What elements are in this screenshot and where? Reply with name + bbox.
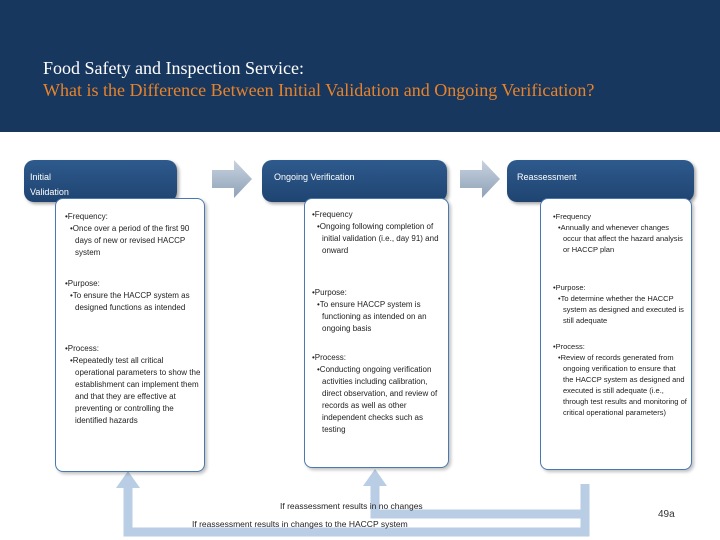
process-section [65,343,202,427]
process-text: •Conducting ongoing verification activities including calibration, direct observation, and review of records as well as other independent checks such as testing [317,365,438,434]
frequency-heading: •Frequency [312,210,353,219]
phase-reassessment [507,160,694,202]
frequency-text: •Annually and whenever changes occur that affect the hazard analysis or HACCP plan [558,223,683,254]
arrow-right-icon [460,160,500,198]
purpose-section [553,282,687,326]
page-number: 49a [658,509,675,520]
phase-label: Ongoing Verification [274,172,355,182]
process-heading: •Process: [553,342,585,351]
phase-initial-validation [24,160,177,202]
card-ongoing-verification [304,198,449,468]
loop-label-no-changes: If reassessment results in no changes [280,501,423,511]
frequency-section [553,211,687,255]
phase-label: Initial Validation [30,172,69,197]
loop-arrow-head-no-changes [363,469,387,486]
purpose-text: •To ensure the HACCP system as designed functions as intended [70,291,190,312]
purpose-section [65,278,195,314]
process-heading: •Process: [312,353,346,362]
card-initial-validation [55,198,205,472]
frequency-heading: •Frequency [553,212,592,221]
purpose-text: •To ensure HACCP system is functioning as intended on an ongoing basis [317,300,427,333]
purpose-heading: •Purpose: [553,283,586,292]
process-heading: •Process: [65,344,99,353]
phase-ongoing-verification [262,160,447,202]
process-section [553,341,687,418]
arrow-right-icon [212,160,252,198]
purpose-heading: •Purpose: [65,279,100,288]
purpose-heading: •Purpose: [312,288,347,297]
purpose-text: •To determine whether the HACCP system as designed and executed is still adequate [558,294,684,325]
phase-label: Reassessment [517,172,577,182]
process-section [312,352,446,436]
frequency-section [312,209,446,257]
loop-label-changes: If reassessment results in changes to the HACCP system [192,519,408,529]
card-reassessment [540,198,692,470]
page-subtitle: What is the Difference Between Initial Validation and Ongoing Verification? [43,80,595,100]
frequency-heading: •Frequency: [65,212,108,221]
process-text: •Repeatedly test all critical operational parameters to show the establishment can implement them and that they are effective at preventing or controlling the identified hazards [70,356,201,425]
frequency-text: •Ongoing following completion of initial validation (i.e., day 91) and onward [317,222,439,255]
process-text: •Review of records generated from ongoing verification to ensure that the HACCP system as designed and executed is still adequate (i.e., through test results and monitoring of critical operational parameters) [558,353,687,417]
loop-arrow-head-changes [116,471,140,488]
purpose-section [312,287,446,335]
frequency-text: •Once over a period of the first 90 days of new or revised HACCP system [70,224,190,257]
page-title: Food Safety and Inspection Service: [43,58,304,78]
frequency-section [65,211,200,259]
